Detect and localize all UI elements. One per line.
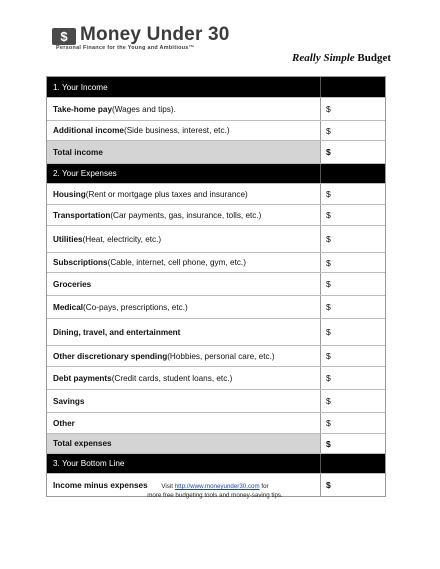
row-label-cell (47, 434, 321, 453)
section-header (47, 454, 385, 474)
row-label-cell (47, 413, 321, 433)
row-label-cell (47, 226, 321, 252)
title-italic: Really Simple (292, 52, 355, 64)
row-label: Other (53, 418, 75, 428)
logo-name: Money Under 30 (80, 24, 230, 45)
amount-cell[interactable] (321, 454, 385, 473)
amount-cell[interactable]: $ (326, 125, 331, 136)
table-row (47, 253, 385, 273)
row-label: 3. Your Bottom Line (53, 459, 125, 468)
row-label: Subscriptions (53, 258, 108, 267)
row-label: Dining, travel, and entertainment (53, 327, 181, 337)
title-rest: Budget (357, 52, 392, 64)
row-description: (Hobbies, personal care, etc.) (167, 351, 275, 361)
row-label: Income minus expenses (53, 480, 148, 490)
amount-cell[interactable]: $ (326, 210, 331, 220)
logo (52, 26, 272, 56)
table-row (47, 226, 385, 253)
amount-cell[interactable]: $ (326, 351, 331, 361)
row-label: Total expenses (53, 439, 112, 448)
amount-cell[interactable]: $ (326, 480, 331, 490)
amount-cell[interactable]: $ (326, 147, 331, 157)
total-row (47, 141, 385, 164)
budget-table (46, 76, 386, 497)
row-label-cell (47, 346, 321, 366)
row-label: Housing (53, 189, 86, 199)
row-label: Savings (53, 396, 85, 406)
row-label-cell (47, 205, 321, 225)
row-label-cell (47, 273, 321, 295)
row-label-cell (47, 296, 321, 318)
row-label-cell (47, 454, 321, 473)
footer-after-link: for (259, 483, 269, 490)
row-label: 2. Your Expenses (53, 169, 117, 178)
amount-cell[interactable]: $ (326, 257, 331, 268)
table-row (47, 273, 385, 296)
table-row (47, 413, 385, 434)
amount-cell[interactable]: $ (326, 418, 331, 428)
table-row (47, 319, 385, 346)
row-description: (Side business, interest, etc.) (123, 126, 230, 135)
row-label: Other discretionary spending (53, 351, 168, 361)
logo-tagline: Personal Finance for the Young and Ambitious™ (56, 45, 195, 51)
money-bill-icon: $ (52, 28, 76, 45)
row-label-cell (47, 77, 321, 97)
amount-cell[interactable] (321, 77, 385, 97)
row-description: (Car payments, gas, insurance, tolls, etc.) (110, 210, 262, 220)
page-title (292, 52, 391, 64)
table-row (47, 205, 385, 226)
row-label: Additional income (53, 126, 124, 135)
row-label-cell (47, 164, 321, 183)
table-row (47, 346, 385, 367)
row-description: (Credit cards, student loans, etc.) (111, 373, 233, 383)
amount-cell[interactable]: $ (326, 104, 331, 114)
row-label-cell (47, 121, 321, 140)
row-label: Take-home pay (53, 104, 112, 114)
row-description: (Co-pays, prescriptions, etc.) (83, 302, 188, 312)
website-link[interactable]: http://www.moneyunder30.com (174, 483, 260, 490)
row-label-cell (47, 141, 321, 163)
row-label-cell (47, 319, 321, 345)
table-row (47, 296, 385, 319)
row-description: (Cable, internet, cell phone, gym, etc.) (107, 258, 246, 267)
amount-cell[interactable]: $ (326, 373, 331, 383)
row-label: 1. Your Income (53, 82, 108, 92)
row-label: Debt payments (53, 373, 112, 383)
section-header (47, 164, 385, 184)
table-row (47, 121, 385, 141)
row-label: Groceries (53, 279, 92, 289)
row-label: Transportation (53, 210, 111, 220)
table-row (47, 98, 385, 121)
amount-cell[interactable]: $ (326, 189, 331, 199)
row-description: (Rent or mortgage plus taxes and insurance) (85, 189, 248, 199)
amount-cell[interactable]: $ (326, 438, 331, 449)
row-label-cell (47, 390, 321, 412)
footer (46, 482, 384, 500)
amount-cell[interactable] (321, 164, 385, 183)
table-row (47, 367, 385, 390)
amount-cell[interactable]: $ (326, 302, 331, 312)
footer-line2: more free budgeting tools and money-saving tips. (147, 492, 283, 499)
row-label: Total income (53, 147, 103, 157)
footer-visit-text: Visit (161, 483, 175, 490)
row-description: (Wages and tips). (112, 104, 176, 114)
row-label-cell (47, 367, 321, 389)
amount-cell[interactable]: $ (326, 234, 331, 244)
amount-cell[interactable]: $ (326, 396, 331, 406)
amount-cell[interactable]: $ (326, 279, 331, 289)
section-header (47, 77, 385, 98)
row-label: Medical (53, 302, 84, 312)
row-label-cell (47, 253, 321, 272)
table-row (47, 390, 385, 413)
row-description: (Heat, electricity, etc.) (82, 234, 162, 244)
row-label-cell (47, 98, 321, 120)
amount-cell[interactable]: $ (326, 327, 331, 337)
row-label-cell (47, 184, 321, 204)
row-label: Utilities (53, 234, 83, 244)
total-row (47, 434, 385, 454)
table-row (47, 184, 385, 205)
